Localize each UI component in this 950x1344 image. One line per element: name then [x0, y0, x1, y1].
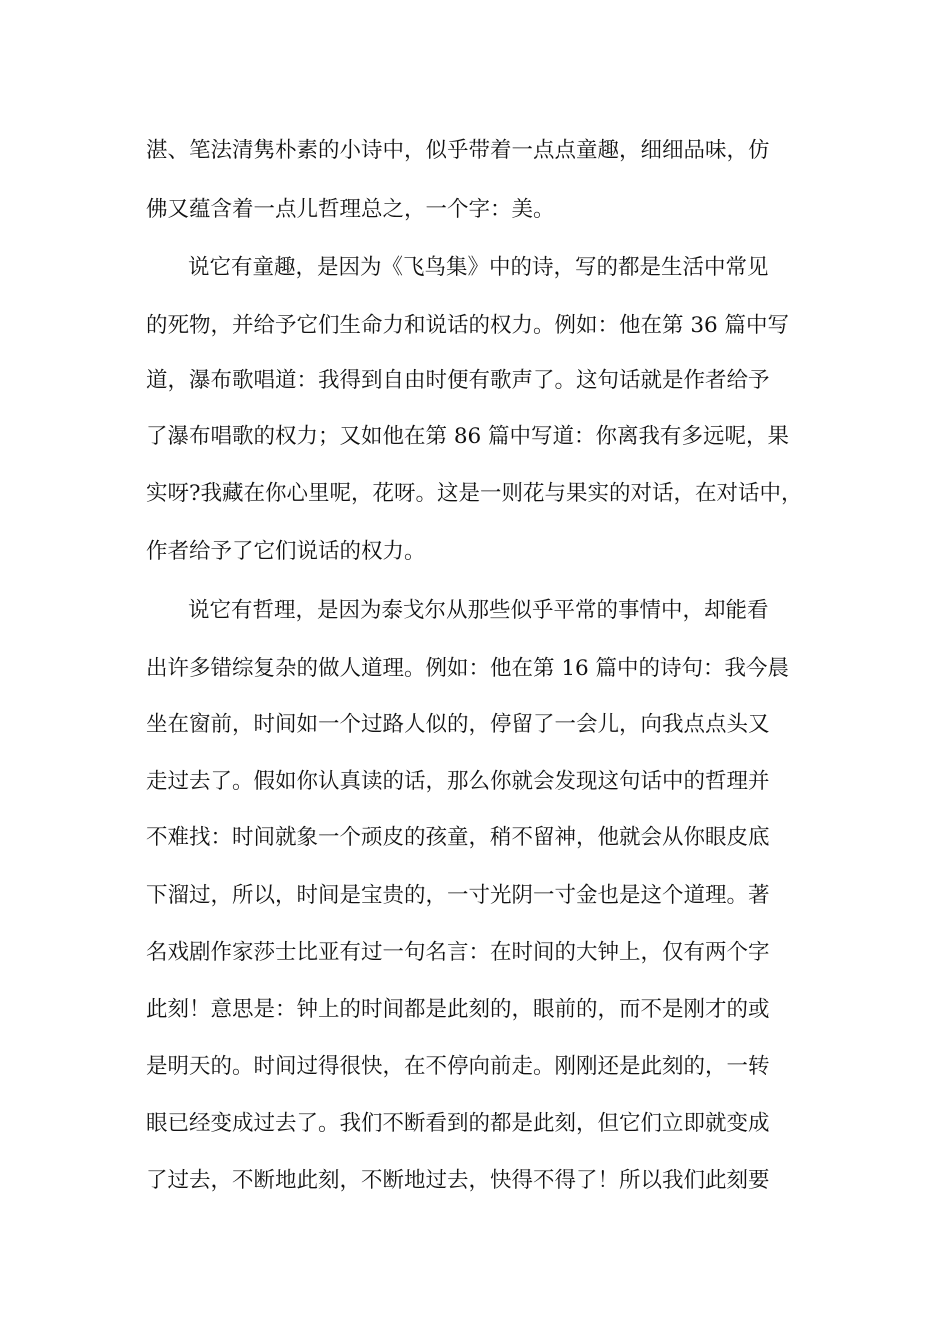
text-line: 下溜过，所以，时间是宝贵的，一寸光阴一寸金也是这个道理。著 — [146, 883, 770, 908]
text-line: 走过去了。假如你认真读的话，那么你就会发现这句话中的哲理并 — [146, 769, 770, 794]
text-line: 此刻！意思是：钟上的时间都是此刻的，眼前的，而不是刚才的或 — [146, 997, 770, 1022]
text-line: 出许多错综复杂的做人道理。例如：他在第 16 篇中的诗句：我今晨 — [146, 656, 790, 681]
text-line: 说它有童趣，是因为《飞鸟集》中的诗，写的都是生活中常见 — [188, 255, 769, 280]
text-line: 的死物，并给予它们生命力和说话的权力。例如：他在第 36 篇中写 — [146, 313, 790, 338]
text-line: 坐在窗前，时间如一个过路人似的，停留了一会儿，向我点点头又 — [146, 712, 770, 737]
text-line: 实呀?我藏在你心里呢，花呀。这是一则花与果实的对话，在对话中， — [146, 481, 803, 506]
text-line: 眼已经变成过去了。我们不断看到的都是此刻，但它们立即就变成 — [146, 1111, 770, 1136]
text-line: 不难找：时间就象一个顽皮的孩童，稍不留神，他就会从你眼皮底 — [146, 825, 770, 850]
text-line: 名戏剧作家莎士比亚有过一句名言：在时间的大钟上，仅有两个字 — [146, 940, 770, 965]
text-line: 作者给予了它们说话的权力。 — [146, 539, 426, 564]
text-line: 佛又蕴含着一点儿哲理总之，一个字：美。 — [146, 197, 555, 222]
text-line: 了过去，不断地此刻，不断地过去，快得不得了！所以我们此刻要 — [146, 1168, 770, 1193]
text-line: 道，瀑布歌唱道：我得到自由时便有歌声了。这句话就是作者给予 — [146, 368, 770, 393]
text-line: 了瀑布唱歌的权力；又如他在第 86 篇中写道：你离我有多远呢，果 — [146, 424, 790, 449]
text-line: 湛、笔法清隽朴素的小诗中，似乎带着一点点童趣，细细品味，仿 — [146, 138, 770, 163]
text-line: 说它有哲理，是因为泰戈尔从那些似乎平常的事情中，却能看 — [188, 598, 769, 623]
text-line: 是明天的。时间过得很快，在不停向前走。刚刚还是此刻的，一转 — [146, 1054, 770, 1079]
